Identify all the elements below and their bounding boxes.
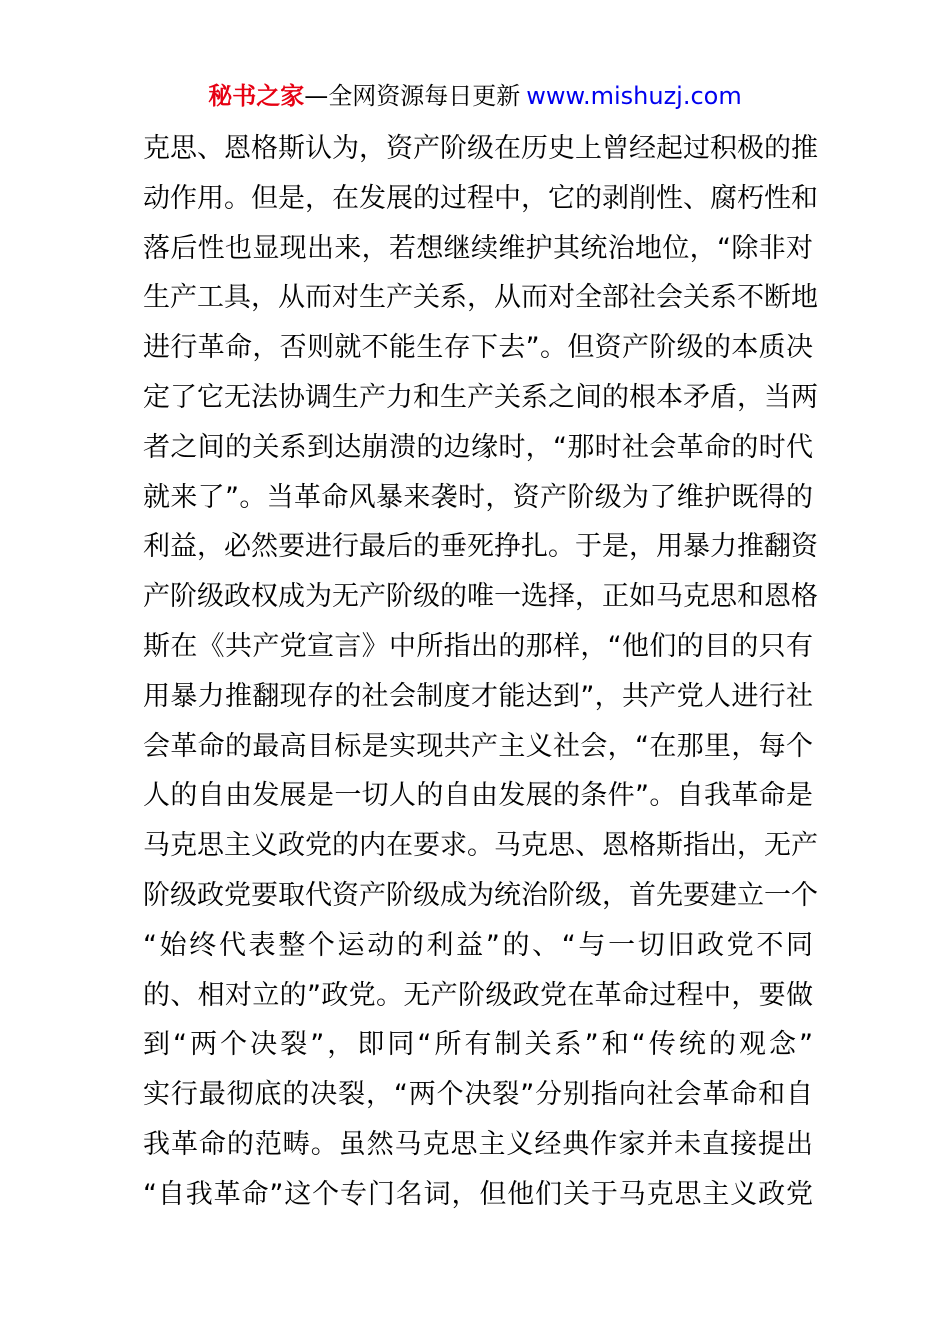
text-line: 会革命的最高目标是实现共产主义社会，“在那里，每个 <box>143 730 813 762</box>
text-line: 定了它无法协调生产力和生产关系之间的根本矛盾，当两 <box>143 381 818 413</box>
text-line: 落后性也显现出来，若想继续维护其统治地位，“除非对 <box>143 232 813 264</box>
text-line: 用暴力推翻现存的社会制度才能达到”，共产党人进行社 <box>143 680 813 712</box>
header-tagline: —全网资源每日更新 <box>304 82 521 110</box>
text-line: 马克思主义政党的内在要求。马克思、恩格斯指出，无产 <box>143 830 818 862</box>
brand-name: 秘书之家 <box>208 82 305 110</box>
text-line: 者之间的关系到达崩溃的边缘时，“那时社会革命的时代 <box>143 431 813 463</box>
text-line: 利益，必然要进行最后的垂死挣扎。于是，用暴力推翻资 <box>143 531 818 563</box>
text-line: 我革命的范畴。虽然马克思主义经典作家并未直接提出 <box>143 1128 813 1160</box>
text-line: “自我革命”这个专门名词，但他们关于马克思主义政党 <box>143 1178 813 1210</box>
website-link[interactable]: www.mishuzj.com <box>526 82 742 110</box>
page-header <box>0 80 950 112</box>
text-line: 的、相对立的”政党。无产阶级政党在革命过程中，要做 <box>143 979 813 1011</box>
text-line: 进行革命，否则就不能生存下去”。但资产阶级的本质决 <box>143 332 813 364</box>
text-line: 就来了”。当革命风暴来袭时，资产阶级为了维护既得的 <box>143 481 813 513</box>
text-line: 动作用。但是，在发展的过程中，它的剥削性、腐朽性和 <box>143 182 818 214</box>
text-line: 人的自由发展是一切人的自由发展的条件”。自我革命是 <box>143 780 813 812</box>
body-paragraph <box>143 124 818 1220</box>
text-line: 生产工具，从而对生产关系，从而对全部社会关系不断地 <box>143 282 818 314</box>
text-line: 阶级政党要取代资产阶级成为统治阶级，首先要建立一个 <box>143 879 818 911</box>
text-line: 到“两个决裂”，即同“所有制关系”和“传统的观念” <box>143 1029 813 1061</box>
text-line: 斯在《共产党宣言》中所指出的那样，“他们的目的只有 <box>143 630 813 662</box>
text-line: 产阶级政权成为无产阶级的唯一选择，正如马克思和恩格 <box>143 581 818 613</box>
text-line: 实行最彻底的决裂，“两个决裂”分别指向社会革命和自 <box>143 1079 813 1111</box>
text-line: 克思、恩格斯认为，资产阶级在历史上曾经起过积极的推 <box>143 133 818 164</box>
text-line: “始终代表整个运动的利益”的、“与一切旧政党不同 <box>143 929 813 961</box>
